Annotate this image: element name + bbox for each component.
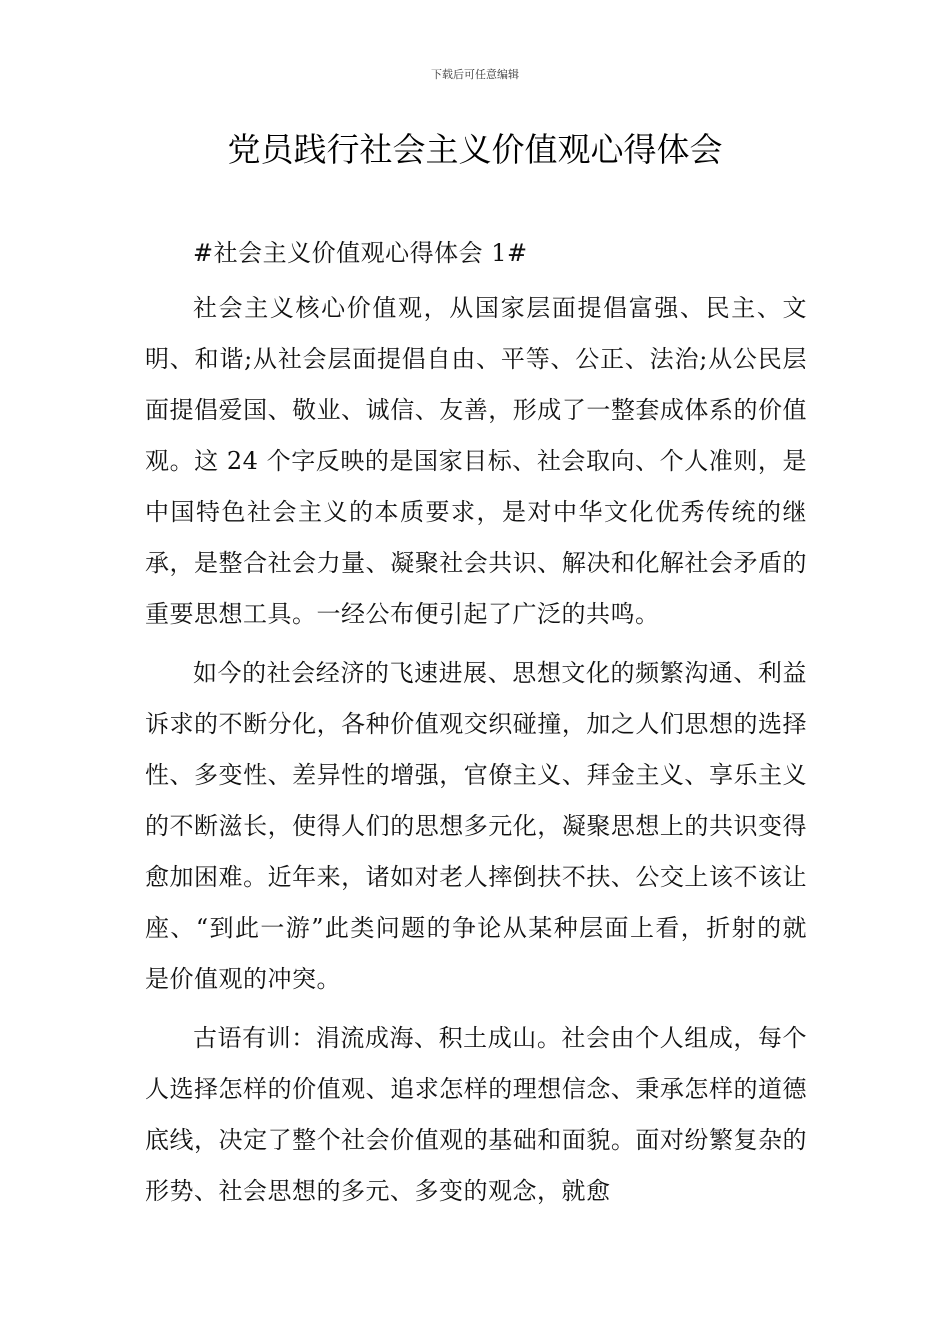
document-title: 党员践行社会主义价值观心得体会 (227, 130, 723, 169)
document-body (145, 228, 807, 1225)
header-note: 下载后可任意编辑 (431, 68, 519, 81)
paragraph-2: 如今的社会经济的飞速进展、思想文化的频繁沟通、利益诉求的不断分化，各种价值观交织碰撞，加之人们思想的选择性、多变性、差异性的增强，官僚主义、拜金主义、享乐主义的不断滋长，使得人们的思想多元化，凝聚思想上的共识变得愈加困难。近年来，诸如对老人摔倒扶不扶、公交上该不该让座、“到此一游”此类问题的争论从某种层面上看，折射的就是价值观的冲突。 (145, 659, 807, 993)
paragraph-3: 古语有训：涓流成海、积土成山。社会由个人组成，每个人选择怎样的价值观、追求怎样的理想信念、秉承怎样的道德底线，决定了整个社会价值观的基础和面貌。面对纷繁复杂的形势、社会思想的多元、多变的观念，就愈 (145, 1024, 807, 1205)
paragraph-1: 社会主义核心价值观，从国家层面提倡富强、民主、文明、和谐;从社会层面提倡自由、平等、公正、法治;从公民层面提倡爱国、敬业、诚信、友善，形成了一整套成体系的价值观。这 24 个字反映的是国家目标、社会取向、个人准则，是中国特色社会主义的本质要求，是对中华文化优秀传统的继承，是整合社会力量、凝聚社会共识、解决和化解社会矛盾的重要思想工具。一经公布便引起了广泛的共鸣。 (145, 294, 807, 628)
section-heading: #社会主义价值观心得体会 1# (193, 239, 528, 267)
